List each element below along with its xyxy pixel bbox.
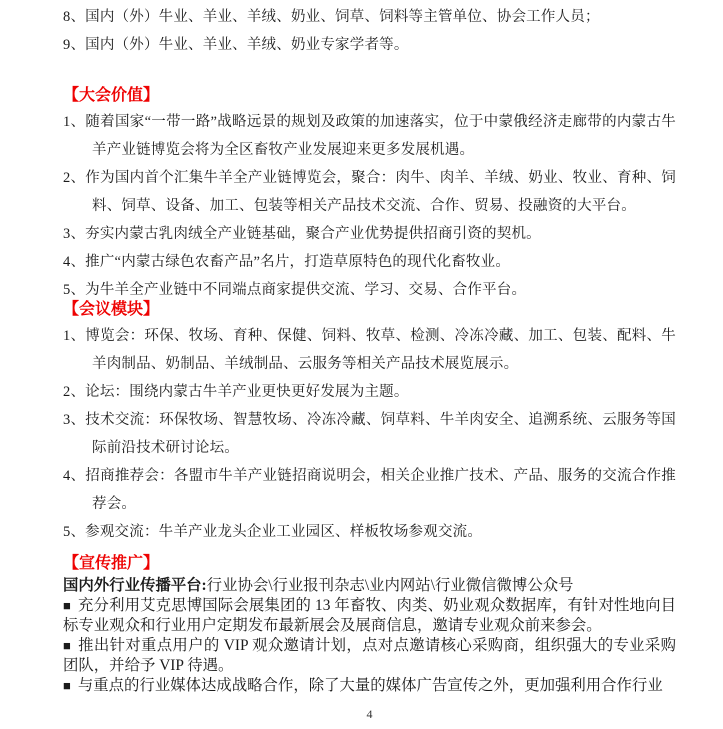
heading-conference-modules: 【会议模块】 [63, 301, 160, 318]
value-item-1 [63, 108, 676, 164]
heading-promotion: 【宣传推广】 [63, 555, 160, 572]
item-number: 1、 [63, 114, 86, 130]
item-text: 推广“内蒙古绿色农畜产品”名片，打造草原特色的现代化畜牧业。 [85, 254, 511, 270]
promo-platform-line [63, 576, 676, 596]
item-text: 国内（外）牛业、羊业、羊绒、奶业、饲草、饲料等主管单位、协会工作人员； [85, 9, 600, 25]
item-text: 博览会：环保、牧场、育种、保健、饲料、牧草、检测、冷冻冷藏、加工、包装、配料、牛羊肉制品、奶制品、羊绒制品、云服务等相关产品技术展览展示。 [85, 328, 676, 372]
item-number: 5、 [63, 282, 86, 298]
item-number: 8、 [63, 9, 86, 25]
promo-platform-colon: : [201, 577, 207, 594]
intro-item-9 [63, 31, 676, 59]
heading-conference-value: 【大会价值】 [63, 87, 160, 104]
item-text: 作为国内首个汇集牛羊全产业链博览会，聚合：肉牛、肉羊、羊绒、奶业、牧业、育种、饲料、饲草、设备、加工、包装等相关产品技术交流、合作、贸易、投融资的大平台。 [85, 170, 676, 214]
promo-bullet-text: 推出针对重点用户的 VIP 观众邀请计划，点对点邀请核心采购商，组织强大的专业采购团队，并给予 VIP 待遇。 [63, 637, 676, 674]
item-text: 国内（外）牛业、羊业、羊绒、奶业专家学者等。 [85, 37, 409, 53]
promo-bullet-1 [63, 596, 676, 636]
value-item-4 [63, 248, 676, 276]
item-text: 参观交流：牛羊产业龙头企业工业园区、样板牧场参观交流。 [85, 524, 483, 540]
item-text: 为牛羊全产业链中不同端点商家提供交流、学习、交易、合作平台。 [85, 282, 527, 298]
module-item-1 [63, 322, 676, 378]
promo-platform-text: 行业协会\行业报刊杂志\业内网站\行业微信微博公众号 [206, 577, 574, 594]
value-item-2 [63, 164, 676, 220]
value-item-3 [63, 220, 676, 248]
module-item-5 [63, 518, 676, 546]
square-bullet-icon: ■ [63, 598, 71, 613]
item-text: 夯实内蒙古乳肉绒全产业链基础，聚合产业优势提供招商引资的契机。 [85, 226, 541, 242]
item-number: 9、 [63, 37, 86, 53]
item-number: 4、 [63, 254, 86, 270]
item-number: 3、 [63, 226, 86, 242]
square-bullet-icon: ■ [63, 638, 72, 653]
item-number: 3、 [63, 412, 86, 428]
item-number: 5、 [63, 524, 86, 540]
module-item-3 [63, 406, 676, 462]
promo-bullet-text: 充分利用艾克思博国际会展集团的 13 年畜牧、肉类、奶业观众数据库，有针对性地向目标专业观众和行业用户定期发布最新展会及展商信息，邀请专业观众前来参会。 [63, 597, 676, 634]
promo-bullet-text: 与重点的行业媒体达成战略合作，除了大量的媒体广告宣传之外，更加强利用合作行业 [77, 677, 663, 694]
page-number: 4 [366, 707, 373, 721]
item-text: 随着国家“一带一路”战略远景的规划及政策的加速落实，位于中蒙俄经济走廊带的内蒙古牛羊产业链博览会将为全区畜牧产业发展迎来更多发展机遇。 [85, 114, 676, 158]
item-text: 论坛：围绕内蒙古牛羊产业更快更好发展为主题。 [85, 384, 409, 400]
item-text: 技术交流：环保牧场、智慧牧场、冷冻冷藏、饲草料、牛羊肉安全、追溯系统、云服务等国际前沿技术研讨论坛。 [85, 412, 676, 456]
item-number: 2、 [63, 384, 86, 400]
item-number: 2、 [63, 170, 86, 186]
item-number: 1、 [63, 328, 86, 344]
intro-item-8 [63, 3, 676, 31]
item-text: 招商推荐会：各盟市牛羊产业链招商说明会，相关企业推广技术、产品、服务的交流合作推荐会。 [85, 468, 676, 512]
promo-bullet-3 [63, 676, 676, 696]
promo-platform-label: 国内外行业传播平台 [63, 577, 202, 594]
square-bullet-icon: ■ [63, 678, 71, 693]
item-number: 4、 [63, 468, 86, 484]
promo-bullet-2 [63, 636, 676, 676]
module-item-4 [63, 462, 676, 518]
module-item-2 [63, 378, 676, 406]
